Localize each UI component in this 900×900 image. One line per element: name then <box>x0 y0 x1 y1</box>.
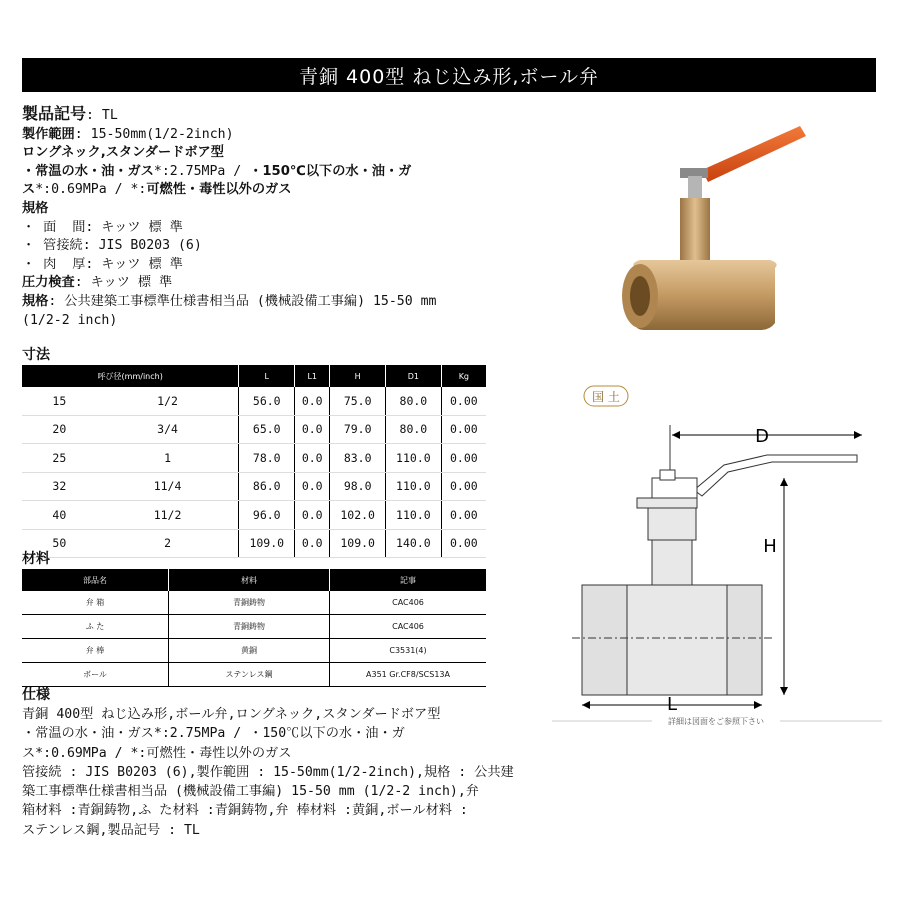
page-title-bar <box>22 58 876 92</box>
dims-cell: 25 <box>22 444 97 473</box>
dims-cell: 1/2 <box>97 387 239 415</box>
dim-h-text: H <box>763 536 777 557</box>
range-value: : 15-50mm(1/2-2inch) <box>74 126 234 142</box>
dims-cell: 0.00 <box>441 387 486 415</box>
material-cell: 青銅鋳物 <box>169 591 330 615</box>
material-cell: ふ た <box>22 615 169 639</box>
valve-drawing <box>552 380 892 730</box>
dimensions-table <box>22 365 486 558</box>
material-cell: 弁 棒 <box>22 639 169 663</box>
valve-neck <box>680 198 710 268</box>
dims-cell: 65.0 <box>239 415 295 444</box>
pressure-row <box>22 274 522 293</box>
material-body <box>22 591 486 687</box>
material-cell: ステンレス鋼 <box>169 663 330 687</box>
dims-cell: 0.00 <box>441 472 486 501</box>
dims-cell: 0.0 <box>295 472 330 501</box>
material-cell: 青銅鋳物 <box>169 615 330 639</box>
product-code-value: : TL <box>86 108 118 123</box>
service-line-a <box>22 163 522 182</box>
pressure-value: : キッツ 標 準 <box>74 275 173 291</box>
dims-header: D1 <box>386 365 442 387</box>
dims-header-row <box>22 365 486 387</box>
material-row <box>22 639 486 663</box>
badge-text: 国 土 <box>592 390 620 404</box>
material-row <box>22 591 486 615</box>
dims-row <box>22 387 486 415</box>
dims-cell: 0.0 <box>295 415 330 444</box>
dims-header: H <box>330 365 386 387</box>
material-label: 材料 <box>22 551 50 567</box>
material-header: 材料 <box>169 569 330 591</box>
dims-cell: 110.0 <box>386 444 442 473</box>
standard2-row <box>22 293 522 312</box>
dims-cell: 32 <box>22 472 97 501</box>
dims-cell: 11/4 <box>97 472 239 501</box>
dims-cell: 40 <box>22 501 97 530</box>
dims-cell: 0.0 <box>295 387 330 415</box>
dims-cell: 109.0 <box>239 529 295 558</box>
dim-l-text: L <box>666 694 678 715</box>
dims-cell: 0.00 <box>441 501 486 530</box>
dim-d-arrow <box>672 431 680 439</box>
drawing-handle <box>694 455 857 496</box>
dims-cell: 3/4 <box>97 415 239 444</box>
type-line: ロングネック,スタンダードボア型 <box>22 145 224 161</box>
material-row <box>22 663 486 687</box>
service-a-rest: *:2.75MPa / <box>153 163 250 179</box>
dims-cell: 86.0 <box>239 472 295 501</box>
material-cell: C3531(4) <box>330 639 487 663</box>
dims-header: 呼び径(mm/inch) <box>22 365 239 387</box>
dims-cell: 109.0 <box>330 529 386 558</box>
valve-port-inner <box>630 276 650 316</box>
specification-line: ス*:0.69MPa / *:可燃性・毒性以外のガス <box>22 745 292 761</box>
dims-cell: 140.0 <box>386 529 442 558</box>
shiyou-label: 仕様 <box>22 687 50 703</box>
standards-label: 規格 <box>22 200 49 216</box>
material-table <box>22 569 486 687</box>
material-header: 部品名 <box>22 569 169 591</box>
specification-line: 箱材料 :青銅鋳物,ふ た材料 :青銅鋳物,弁 棒材料 :黄銅,ボール材料 : <box>22 803 468 819</box>
valve-photo <box>610 118 840 358</box>
dims-label: 寸法 <box>22 347 50 363</box>
dims-header: Kg <box>441 365 486 387</box>
dims-cell: 79.0 <box>330 415 386 444</box>
dim-h-arrow <box>780 478 788 486</box>
specification-line: 築工事標準仕様書相当品 (機械設備工事編) 15-50 mm (1/2-2 inch),弁 <box>22 784 479 800</box>
dims-cell: 110.0 <box>386 472 442 501</box>
drawing-stem-top <box>660 470 675 480</box>
dims-row <box>22 501 486 530</box>
jis-badge <box>584 386 628 406</box>
dims-header: L1 <box>295 365 330 387</box>
dims-cell: 0.0 <box>295 529 330 558</box>
dims-cell: 0.0 <box>295 444 330 473</box>
dim-l-arrow <box>754 701 762 709</box>
dims-cell: 56.0 <box>239 387 295 415</box>
page-title: 青銅 400型 ねじ込み形,ボール弁 <box>298 65 599 88</box>
drawing-note: 詳細は図面をご参照下さい <box>668 717 764 726</box>
dims-cell: 0.00 <box>441 415 486 444</box>
dims-cell: 98.0 <box>330 472 386 501</box>
dim-l-arrow <box>582 701 590 709</box>
service-b-start: ス <box>22 182 36 198</box>
dims-cell: 2 <box>97 529 239 558</box>
dims-body <box>22 387 486 558</box>
dims-row <box>22 415 486 444</box>
dims-cell: 110.0 <box>386 501 442 530</box>
service-a-bold2: ・150℃以下の水・油・ガ <box>249 163 412 179</box>
drawing-neck <box>652 540 692 585</box>
specification-line: ステンレス鋼,製品記号 : TL <box>22 822 200 838</box>
specification-line: ・常温の水・油・ガス*:2.75MPa / ・150℃以下の水・油・ガ <box>22 726 405 742</box>
dims-cell: 1 <box>97 444 239 473</box>
spec-summary <box>22 105 522 330</box>
drawing-gland <box>637 498 697 508</box>
dims-cell: 75.0 <box>330 387 386 415</box>
product-code-label: 製品記号 <box>22 104 87 123</box>
material-cell: CAC406 <box>330 615 487 639</box>
material-cell: ボール <box>22 663 169 687</box>
material-row <box>22 615 486 639</box>
dims-cell: 78.0 <box>239 444 295 473</box>
standard2-label: 規格 <box>22 293 49 309</box>
std-item: ・ 管接続: JIS B0203 (6) <box>22 238 202 254</box>
material-cell: 黄銅 <box>169 639 330 663</box>
drawing-end-left <box>582 585 627 695</box>
range-row <box>22 126 522 145</box>
dims-cell: 102.0 <box>330 501 386 530</box>
valve-handle <box>702 126 806 182</box>
drawing-bonnet <box>648 508 696 540</box>
service-line-b <box>22 181 522 200</box>
dims-cell: 20 <box>22 415 97 444</box>
material-header: 記事 <box>330 569 487 591</box>
dim-h-arrow <box>780 687 788 695</box>
std-item: ・ 肉 厚: キッツ 標 準 <box>22 256 183 272</box>
dims-row <box>22 529 486 558</box>
dims-cell: 83.0 <box>330 444 386 473</box>
drawing-nut <box>652 478 697 500</box>
material-cell: CAC406 <box>330 591 487 615</box>
service-a-bold: ・常温の水・油・ガス <box>22 163 154 179</box>
material-cell: 弁 箱 <box>22 591 169 615</box>
dims-cell: 0.00 <box>441 444 486 473</box>
std-item: ・ 面 間: キッツ 標 準 <box>22 219 183 235</box>
dims-cell: 80.0 <box>386 387 442 415</box>
service-b-bold: 可燃性・毒性以外のガス <box>146 182 292 198</box>
specification-line: 管接続 : JIS B0203 (6),製作範囲 : 15-50mm(1/2-2inch),規格 : 公共建 <box>22 764 514 780</box>
dims-cell: 50 <box>22 529 97 558</box>
service-b-rest: *:0.69MPa / *: <box>35 182 147 198</box>
material-cell: A351 Gr.CF8/SCS13A <box>330 663 487 687</box>
dims-row <box>22 472 486 501</box>
dims-cell: 96.0 <box>239 501 295 530</box>
dims-cell: 15 <box>22 387 97 415</box>
specification-line: 青銅 400型 ねじ込み形,ボール弁,ロングネック,スタンダードボア型 <box>22 707 441 722</box>
range-label: 製作範囲 <box>22 126 75 142</box>
pressure-label: 圧力検査 <box>22 275 75 291</box>
specification-text <box>22 705 542 840</box>
dims-cell: 11/2 <box>97 501 239 530</box>
dims-cell: 0.0 <box>295 501 330 530</box>
product-code-row <box>22 105 522 126</box>
standard2-value: : 公共建築工事標準仕様書相当品 (機械設備工事編) 15-50 mm <box>48 293 437 309</box>
dims-cell: 80.0 <box>386 415 442 444</box>
dim-d-text: D <box>755 426 769 447</box>
dim-d-arrow <box>854 431 862 439</box>
standard2-cont: (1/2-2 inch) <box>22 312 118 328</box>
material-header-row <box>22 569 486 591</box>
dims-cell: 0.00 <box>441 529 486 558</box>
drawing-end-right <box>727 585 762 695</box>
dims-row <box>22 444 486 473</box>
dims-header: L <box>239 365 295 387</box>
